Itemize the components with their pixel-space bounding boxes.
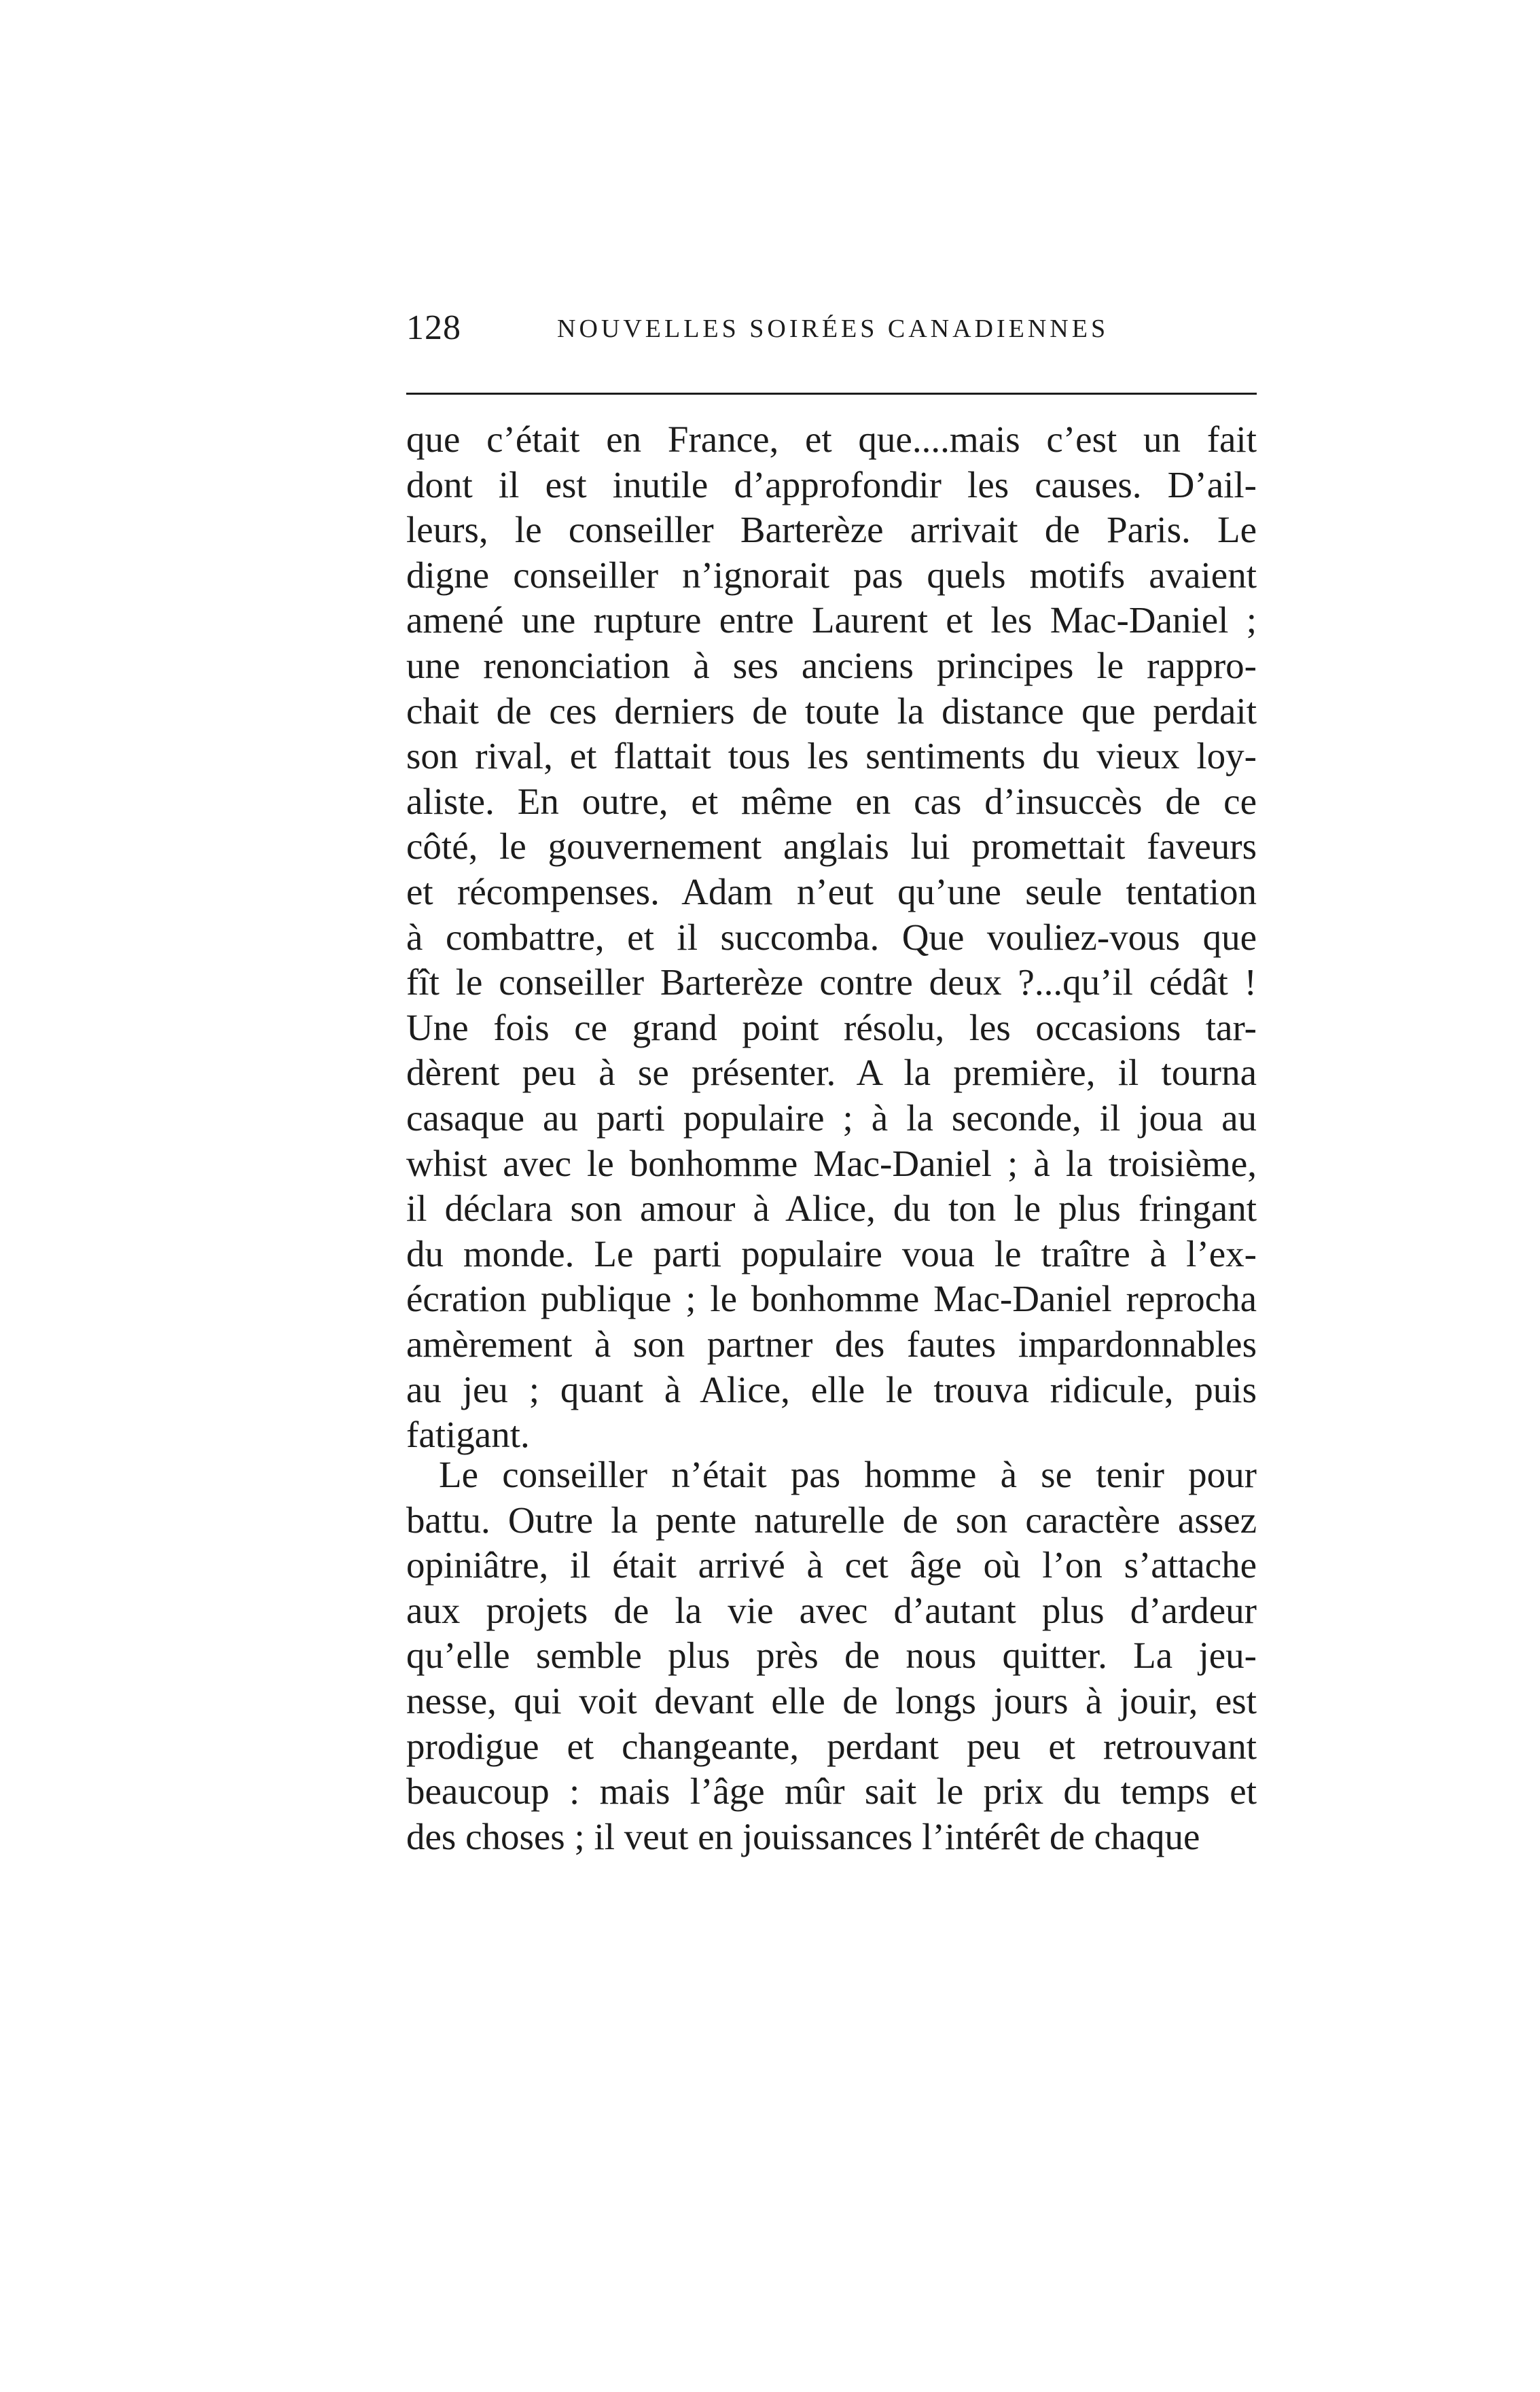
text-line: à combattre, et il succomba. Que vouliez-vous que xyxy=(406,916,1257,958)
text-line: fît le conseiller Barterèze contre deux ?...qu’il cédât ! xyxy=(406,961,1257,1003)
text-line: leurs, le conseiller Barterèze arrivait de Paris. Le xyxy=(406,509,1257,550)
text-line: et récompenses. Adam n’eut qu’une seule tentation xyxy=(406,871,1257,912)
text-line: aux projets de la vie avec d’autant plus d’ardeur xyxy=(406,1590,1257,1631)
text-line: whist avec le bonhomme Mac-Daniel ; à la troisième, xyxy=(406,1143,1257,1184)
text-line: écration publique ; le bonhomme Mac-Daniel reprocha xyxy=(406,1278,1257,1319)
text-line: qu’elle semble plus près de nous quitter. La jeu- xyxy=(406,1635,1257,1676)
text-line: une renonciation à ses anciens principes le rappro- xyxy=(406,645,1257,686)
text-line: il déclara son amour à Alice, du ton le plus fringant xyxy=(406,1188,1257,1229)
text-line: que c’était en France, et que....mais c’est un fait xyxy=(406,418,1257,460)
running-head xyxy=(406,304,1257,352)
text-line: dèrent peu à se présenter. A la première, il tourna xyxy=(406,1052,1257,1093)
text-line: amèrement à son partner des fautes impardonnables xyxy=(406,1323,1257,1365)
text-line: au jeu ; quant à Alice, elle le trouva ridicule, puis xyxy=(406,1369,1257,1410)
text-line: amené une rupture entre Laurent et les Mac-Daniel ; xyxy=(406,599,1257,641)
text-line: aliste. En outre, et même en cas d’insuccès de ce xyxy=(406,781,1257,822)
text-line: son rival, et flattait tous les sentiments du vieux loy- xyxy=(406,735,1257,776)
page-number: 128 xyxy=(406,308,461,347)
text-line: dont il est inutile d’approfondir les causes. D’ail- xyxy=(406,464,1257,505)
header-rule xyxy=(406,393,1257,395)
text-line: Le conseiller n’était pas homme à se tenir pour xyxy=(439,1454,1257,1495)
text-line: opiniâtre, il était arrivé à cet âge où l’on s’attache xyxy=(406,1544,1257,1586)
text-line: digne conseiller n’ignorait pas quels motifs avaient xyxy=(406,554,1257,596)
text-line: nesse, qui voit devant elle de longs jours à jouir, est xyxy=(406,1680,1257,1721)
text-line: chait de ces derniers de toute la distance que perdait xyxy=(406,690,1257,732)
text-line: fatigant. xyxy=(406,1414,530,1455)
text-line: des choses ; il veut en jouissances l’intérêt de chaque xyxy=(406,1816,1200,1857)
text-line: prodigue et changeante, perdant peu et retrouvant xyxy=(406,1726,1257,1767)
text-line: Une fois ce grand point résolu, les occasions tar- xyxy=(406,1007,1257,1048)
text-line: battu. Outre la pente naturelle de son caractère assez xyxy=(406,1499,1257,1541)
text-line: côté, le gouvernement anglais lui promettait faveurs xyxy=(406,825,1257,867)
text-line: beaucoup : mais l’âge mûr sait le prix du temps et xyxy=(406,1770,1257,1812)
running-title: NOUVELLES SOIRÉES CANADIENNES xyxy=(557,315,1109,343)
text-line: du monde. Le parti populaire voua le traître à l’ex- xyxy=(406,1233,1257,1274)
text-line: casaque au parti populaire ; à la seconde, il joua au xyxy=(406,1097,1257,1139)
